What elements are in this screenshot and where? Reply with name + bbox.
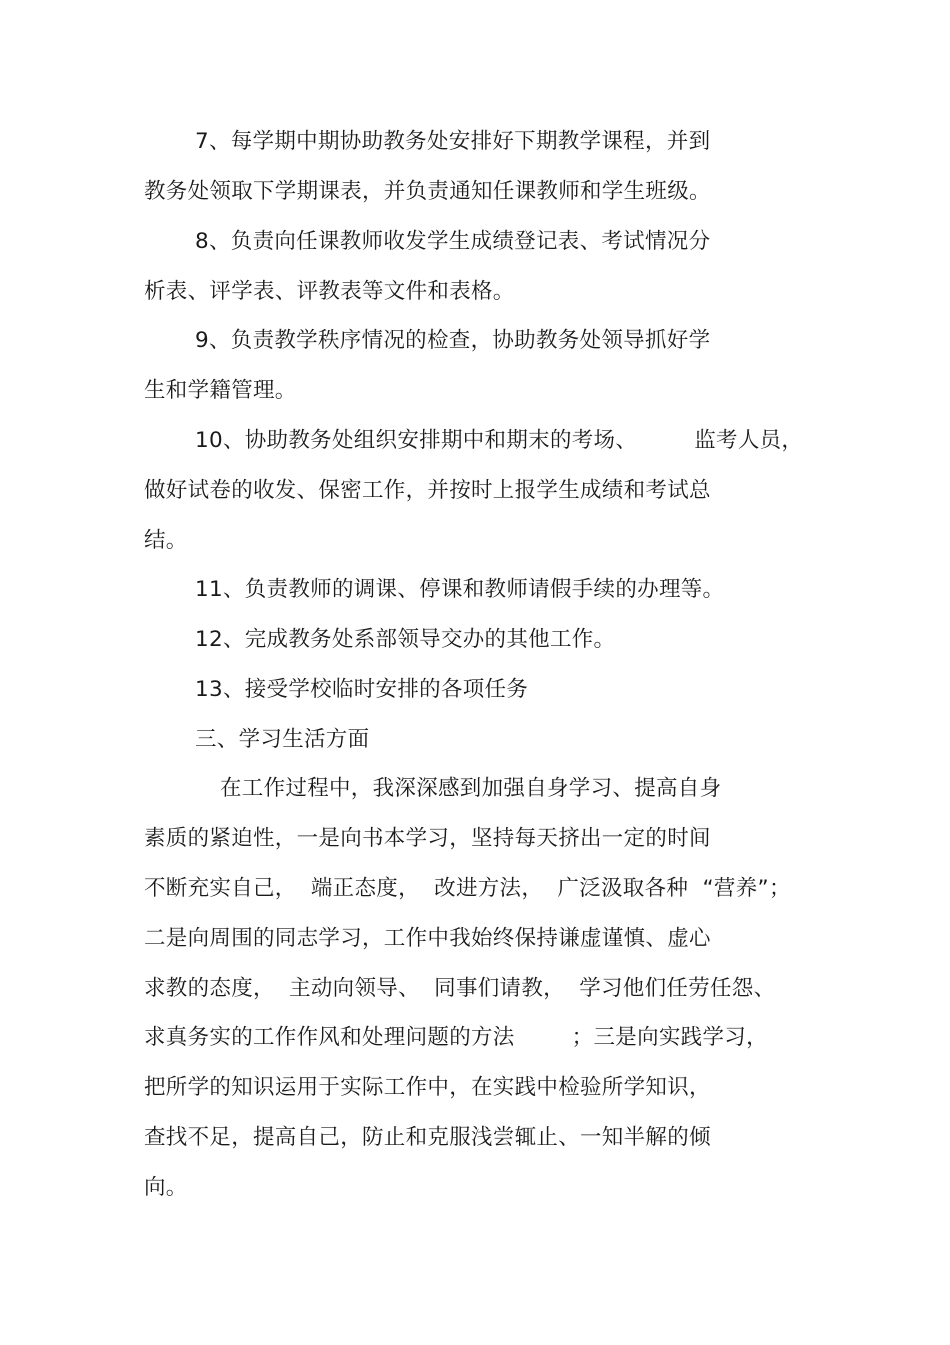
text-line: 8、负责向任课教师收发学生成绩登记表、考试情况分 — [195, 229, 711, 254]
text-line: 做好试卷的收发、保密工作，并按时上报学生成绩和考试总 — [144, 478, 711, 503]
text-line: 向。 — [144, 1175, 188, 1200]
text-line: 7、每学期中期协助教务处安排好下期教学课程，并到 — [195, 129, 711, 154]
text-line: 二是向周围的同志学习，工作中我始终保持谦虚谨慎、虚心 — [144, 926, 711, 951]
text-line: 在工作过程中，我深深感到加强自身学习、提高自身 — [220, 776, 722, 801]
text-line: 把所学的知识运用于实际工作中，在实践中检验所学知识， — [144, 1075, 711, 1100]
text-line: 11、负责教师的调课、停课和教师请假手续的办理等。 — [195, 577, 725, 602]
text-line: 9、负责教学秩序情况的检查，协助教务处领导抓好学 — [195, 328, 711, 353]
text-line: 不断充实自己， 端正态度， 改进方法， 广泛汲取各种 “营养”； — [144, 876, 791, 901]
text-line: 求真务实的工作作风和处理问题的方法 ；三是向实践学习， — [144, 1025, 768, 1050]
text-line: 查找不足，提高自己，防止和克服浅尝辄止、一知半解的倾 — [144, 1125, 711, 1150]
text-line: 12、完成教务处系部领导交办的其他工作。 — [195, 627, 616, 652]
text-line: 析表、评学表、评教表等文件和表格。 — [144, 279, 515, 304]
text-line: 结。 — [144, 528, 188, 553]
text-line: 生和学籍管理。 — [144, 378, 297, 403]
text-line: 教务处领取下学期课表，并负责通知任课教师和学生班级。 — [144, 179, 711, 204]
text-line: 10、协助教务处组织安排期中和期末的考场、 监考人员， — [195, 428, 804, 453]
text-line: 求教的态度， 主动向领导、 同事们请教， 学习他们任劳任怨、 — [144, 976, 776, 1001]
text-line: 素质的紧迫性，一是向书本学习，坚持每天挤出一定的时间 — [144, 826, 711, 851]
section-heading: 三、学习生活方面 — [195, 727, 370, 752]
text-line: 13、接受学校临时安排的各项任务 — [195, 677, 529, 702]
